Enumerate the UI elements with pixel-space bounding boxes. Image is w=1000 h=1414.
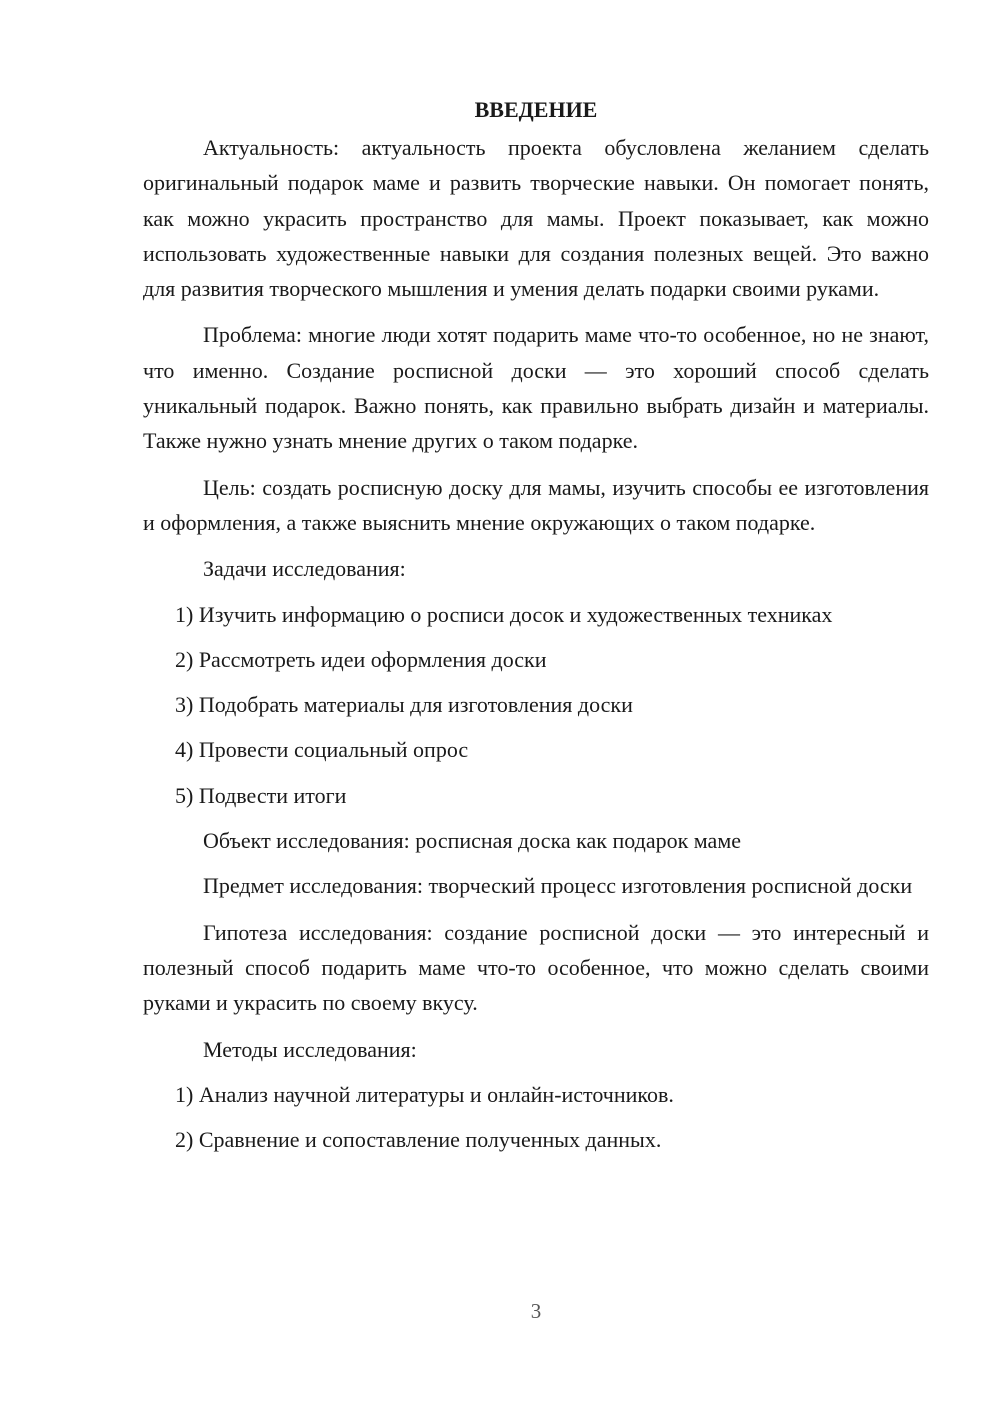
task-item: 2) Рассмотреть идеи оформления доски — [175, 646, 547, 672]
goal-paragraph: Цель: создать росписную доску для мамы, изучить способы ее изготовления и оформления, а также выяснить мнение окружающих о таком подарке. — [143, 474, 929, 535]
section-title: ВВЕДЕНИЕ — [474, 97, 598, 122]
problem-paragraph: Проблема: многие люди хотят подарить маме что-то особенное, но не знают, что именно. Создание росписной доски — это хороший способ сделать уникальный подарок. Важно понять, как правильно выбрать дизайн и материалы. Также нужно узнать мнение других о таком подарке. — [143, 322, 929, 454]
task-item: 4) Провести социальный опрос — [175, 737, 469, 763]
task-item: 5) Подвести итоги — [175, 782, 347, 808]
tasks-heading: Задачи исследования: — [203, 556, 406, 582]
document-page — [143, 92, 929, 1167]
subject-paragraph: Предмет исследования: творческий процесс изготовления росписной доски — [203, 873, 913, 899]
task-item: 3) Подобрать материалы для изготовления доски — [175, 692, 633, 718]
hypothesis-paragraph: Гипотеза исследования: создание росписной доски — это интересный и полезный способ подарить маме что-то особенное, что можно сделать своими руками и украсить по своему вкусу. — [143, 919, 929, 1016]
task-item: 1) Изучить информацию о росписи досок и художественных техниках — [175, 601, 833, 627]
method-item: 1) Анализ научной литературы и онлайн-источников. — [175, 1081, 674, 1107]
relevance-paragraph: Актуальность: актуальность проекта обусловлена желанием сделать оригинальный подарок маме и развить творческие навыки. Он помогает понять, как можно украсить пространство для мамы. Проект показывает, как можно использовать художественные навыки для создания полезных вещей. Это важно для развития творческого мышления и умения делать подарки своими руками. — [143, 135, 929, 302]
page-number: 3 — [530, 1299, 542, 1323]
tasks-list — [143, 597, 929, 813]
methods-list — [143, 1077, 929, 1158]
method-item: 2) Сравнение и сопоставление полученных данных. — [175, 1127, 662, 1153]
methods-heading: Методы исследования: — [203, 1036, 417, 1062]
object-paragraph: Объект исследования: росписная доска как подарок маме — [203, 828, 742, 854]
